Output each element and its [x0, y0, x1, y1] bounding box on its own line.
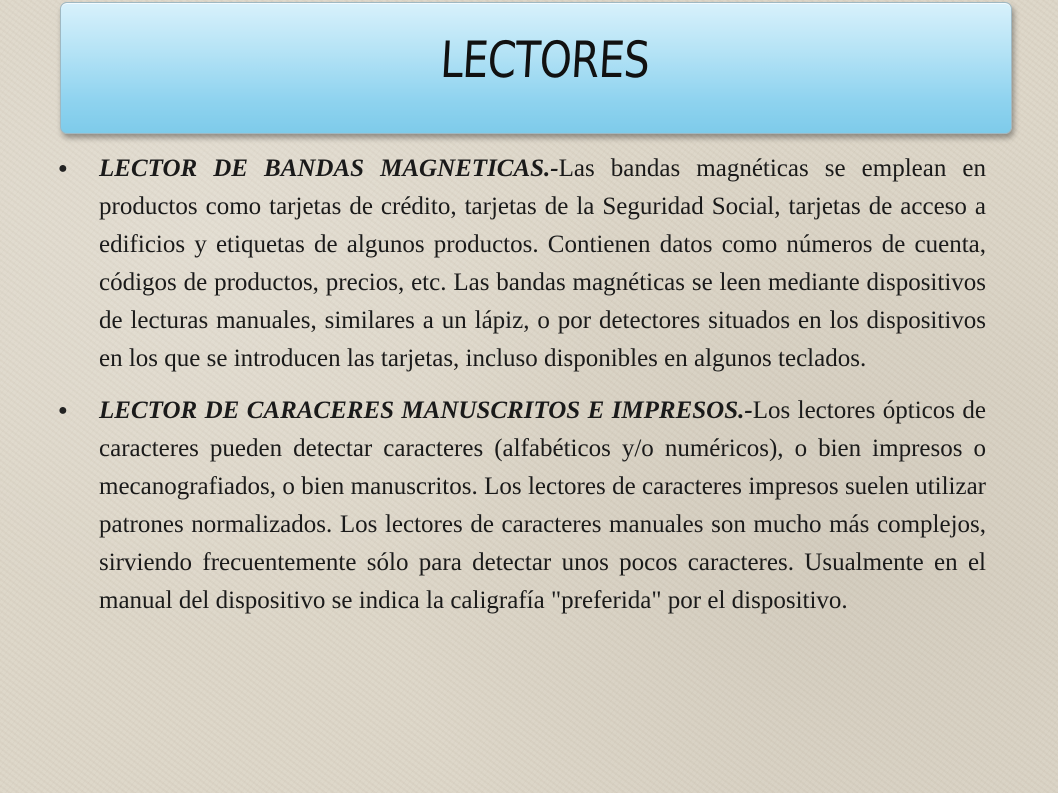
- bullet-heading: LECTOR DE CARACERES MANUSCRITOS E IMPRESOS.-: [99, 397, 753, 424]
- bullet-text: Las bandas magnéticas se emplean en productos como tarjetas de crédito, tarjetas de la Seguridad Social, tarjetas de acceso a edificios y etiquetas de algunos productos. Contienen datos como números de cuenta, códigos de productos, precios, etc. Las bandas magnéticas se leen mediante dispositivos de lecturas manuales, similares a un lápiz, o por detectores situados en los dispositivos en los que se introducen las tarjetas, incluso disponibles en algunos teclados.: [99, 155, 987, 372]
- title-banner: [60, 2, 1012, 134]
- bullet-dot-icon: ●: [58, 160, 68, 177]
- bullet-item-magnetic-strip-reader: [56, 150, 986, 378]
- bullet-heading: LECTOR DE BANDAS MAGNETICAS.-: [99, 155, 559, 182]
- slide-title: LECTORES: [438, 31, 651, 89]
- bullet-dot-icon: ●: [58, 402, 68, 419]
- slide-body: [56, 150, 986, 634]
- bullet-text: Los lectores ópticos de caracteres pueden detectar caracteres (alfabéticos y/o numéricos), o bien impresos o mecanografiados, o bien manuscritos. Los lectores de caracteres impresos suelen utilizar patrones normalizados. Los lectores de caracteres manuales son mucho más complejos, sirviendo frecuentemente sólo para detectar unos pocos caracteres. Usualmente en el manual del dispositivo se indica la caligrafía "preferida" por el dispositivo.: [99, 397, 986, 614]
- bullet-item-character-reader: [56, 392, 986, 620]
